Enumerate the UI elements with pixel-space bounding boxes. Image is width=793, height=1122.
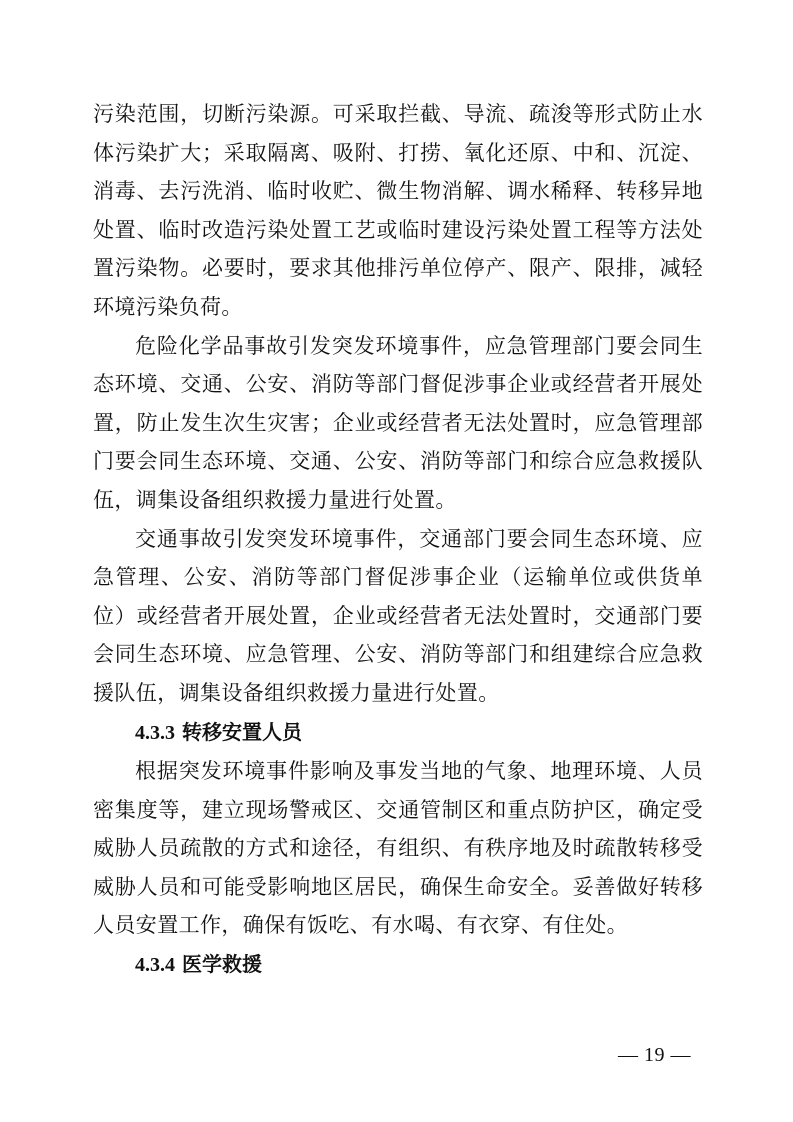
section-heading-4-3-4 xyxy=(93,945,703,985)
section-title: 转移安置人员 xyxy=(181,719,302,744)
section-number: 4.3.4 xyxy=(135,954,175,977)
page-number: — 19 — xyxy=(618,1044,691,1066)
section-heading-4-3-3 xyxy=(93,713,703,753)
section-title: 医学救援 xyxy=(181,952,262,977)
paragraph-traffic-accident: 交通事故引发突发环境事件，交通部门要会同生态环境、应急管理、公安、消防等部门督促涉事企业（运输单位或供货单位）或经营者开展处置，企业或经营者无法处置时，交通部门要会同生态环境、应急管理、公安、消防等部门和组建综合应急救援队伍，调集设备组织救援力量进行处置。 xyxy=(93,526,703,705)
paragraph-evacuation: 根据突发环境事件影响及事发当地的气象、地理环境、人员密集度等，建立现场警戒区、交通管制区和重点防护区，确定受威胁人员疏散的方式和途径，有组织、有秩序地及时疏散转移受威胁人员和可能受影响地区居民，确保生命安全。妥善做好转移人员安置工作，确保有饭吃、有水喝、有衣穿、有住处。 xyxy=(93,759,703,938)
paragraph-hazardous-chemicals: 危险化学品事故引发突发环境事件，应急管理部门要会同生态环境、交通、公安、消防等部门督促涉事企业或经营者开展处置，防止发生次生灾害；企业或经营者无法处置时，应急管理部门要会同生态环境、交通、公安、消防等部门和综合应急救援队伍，调集设备组织救援力量进行处置。 xyxy=(93,333,703,512)
paragraph-pollution-control: 污染范围，切断污染源。可采取拦截、导流、疏浚等形式防止水体污染扩大；采取隔离、吸附、打捞、氧化还原、中和、沉淀、消毒、去污洗消、临时收贮、微生物消解、调水稀释、转移异地处置、临时改造污染处置工艺或临时建设污染处置工程等方法处置污染物。必要时，要求其他排污单位停产、限产、限排，减轻环境污染负荷。 xyxy=(93,102,703,319)
section-number: 4.3.3 xyxy=(135,721,175,744)
document-page xyxy=(93,95,703,985)
